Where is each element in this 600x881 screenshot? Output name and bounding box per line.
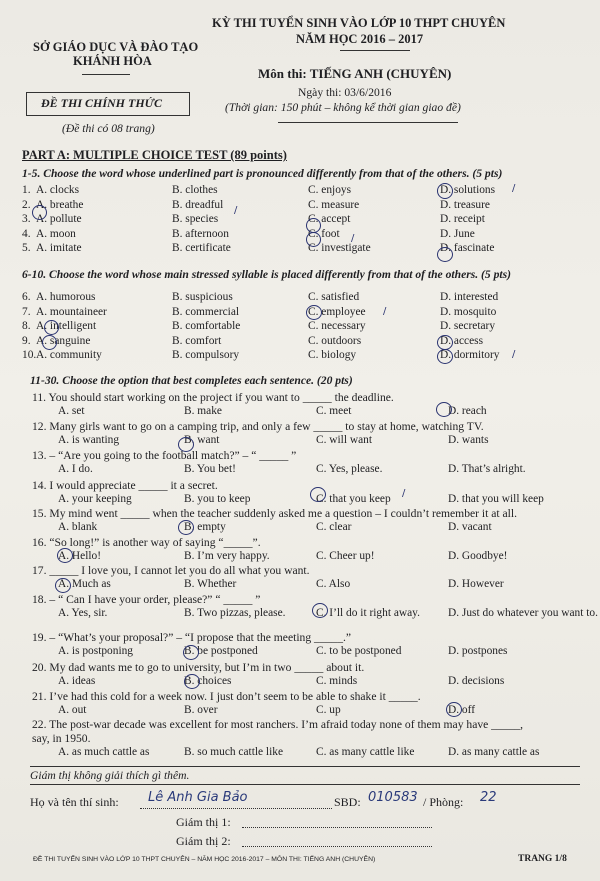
option-a: A. ideas <box>58 675 96 687</box>
option-c: C. outdoors <box>308 334 362 347</box>
question-number: 3. <box>22 213 31 225</box>
option-a: A. is postponing <box>58 645 133 657</box>
option-b: B. be postponed <box>184 645 258 657</box>
answer-circle <box>312 603 328 618</box>
option-b: B. I’m very happy. <box>184 550 270 562</box>
question-number: 2. <box>22 198 31 211</box>
option-c: C. foot <box>308 227 340 240</box>
question-stem: 11. You should start working on the project if you want to _____ the deadline. <box>32 391 394 404</box>
answer-circle <box>437 349 453 364</box>
check-mark-icon: / <box>234 205 238 216</box>
option-c: C. I’ll do it right away. <box>316 607 420 619</box>
option-a: A. mountaineer <box>36 305 107 318</box>
exam-date: Ngày thi: 03/6/2016 <box>298 86 392 99</box>
section-1-instruction: 1-5. Choose the word whose underlined part is pronounced differently from that of the others. (5 pts) <box>22 167 503 180</box>
option-b: B. compulsory <box>172 349 240 361</box>
option-b: B. choices <box>184 675 232 687</box>
option-c: C. satisfied <box>308 291 360 303</box>
sbd-value: 010583 <box>368 790 418 805</box>
question-stem: 15. My mind went _____ when the teacher suddenly asked me a question – I couldn’t remember it at all. <box>32 507 517 520</box>
answer-circle <box>42 335 57 350</box>
option-a: A. clocks <box>36 184 80 196</box>
answer-circle <box>436 402 452 417</box>
option-d: D. dormitory <box>440 349 500 361</box>
option-c: C. Yes, please. <box>316 463 383 475</box>
option-a: A. sanguine <box>36 334 91 347</box>
option-c: C. will want <box>316 434 373 446</box>
subject: Môn thi: TIẾNG ANH (CHUYÊN) <box>258 66 452 81</box>
option-a: A. is wanting <box>58 434 120 446</box>
part-a-title: PART A: MULTIPLE CHOICE TEST (89 points) <box>22 148 287 162</box>
option-a: A. moon <box>36 227 76 240</box>
option-a: A. Much as <box>58 578 111 590</box>
section-2-instruction: 6-10. Choose the word whose main stressed syllable is placed differently from that of the others. (5 pts) <box>22 268 511 281</box>
option-b: B. you to keep <box>184 493 251 505</box>
option-c: C. Cheer up! <box>316 550 375 562</box>
proctor-2-label: Giám thị 2: <box>176 834 231 848</box>
option-a: A. Yes, sir. <box>58 607 108 619</box>
answer-circle <box>437 183 453 199</box>
option-d: D. reach <box>448 405 487 417</box>
answer-circle <box>306 218 321 233</box>
option-c: C. minds <box>316 675 358 687</box>
option-d: D. Goodbye! <box>448 550 508 562</box>
check-mark-icon: / <box>351 233 355 244</box>
option-d: D. treasure <box>440 198 490 211</box>
proctor-1-line <box>242 827 432 828</box>
option-c: C. clear <box>316 521 352 533</box>
option-d: D. That’s alright. <box>448 463 526 475</box>
page-number: TRANG 1/8 <box>518 854 567 864</box>
option-a: A. intelligent <box>36 320 97 332</box>
question-number: 6. <box>22 291 31 303</box>
answer-circle <box>306 232 321 247</box>
option-a: A. set <box>58 405 85 417</box>
option-d: D. off <box>448 704 475 716</box>
option-d: D. as many cattle as <box>448 746 540 758</box>
question-number: 10. <box>22 349 37 361</box>
option-b: B. comfortable <box>172 320 241 332</box>
answer-circle <box>44 320 59 335</box>
option-a: A. imitate <box>36 242 82 254</box>
header-underline <box>82 74 130 75</box>
option-d: D. decisions <box>448 675 505 687</box>
proctor-2-line <box>242 846 432 847</box>
answer-circle <box>446 702 462 717</box>
option-c: C. meet <box>316 405 352 417</box>
option-d: D. Just do whatever you want to. <box>448 607 598 619</box>
pages-note: (Đề thi có 08 trang) <box>62 122 155 135</box>
footer-caption: ĐỀ THI TUYỂN SINH VÀO LỚP 10 THPT CHUYÊN – NĂM HỌC 2016-2017 – MÔN THI: TIẾNG ANH (CHUYÊN) <box>33 856 376 863</box>
answer-circle <box>310 487 326 502</box>
option-d: D. interested <box>440 291 499 303</box>
option-d: D. postpones <box>448 645 508 657</box>
option-b: B. empty <box>184 521 226 533</box>
question-stem: 14. I would appreciate _____ it a secret. <box>32 479 218 492</box>
province-name: KHÁNH HÒA <box>73 54 152 68</box>
option-d: D. mosquito <box>440 305 497 318</box>
option-b: B. afternoon <box>172 227 229 240</box>
option-b: B. Two pizzas, please. <box>184 607 286 619</box>
question-stem: 18. – “ Can I have your order, please?” “ _____ ” <box>32 593 261 606</box>
option-b: B. clothes <box>172 184 218 196</box>
option-a: A. as much cattle as <box>58 746 150 758</box>
option-c: C. employee <box>308 305 366 318</box>
option-d: D. wants <box>448 434 489 446</box>
question-stem: 12. Many girls want to go on a camping trip, and only a few _____ to stay at home, watching TV. <box>32 420 484 433</box>
room-value: 22 <box>480 790 497 805</box>
option-a: A. blank <box>58 521 98 533</box>
option-c: C. accept <box>308 213 351 225</box>
option-d: D. June <box>440 227 475 240</box>
option-c: C. biology <box>308 349 357 361</box>
question-number: 8. <box>22 320 31 332</box>
option-c: C. to be postponed <box>316 645 402 657</box>
official-label: ĐỀ THI CHÍNH THỨC <box>41 96 162 110</box>
option-c: C. investigate <box>308 242 371 254</box>
question-stem: 20. My dad wants me to go to university, but I’m in two _____ about it. <box>32 661 365 674</box>
option-b: B. want <box>184 434 220 446</box>
question-stem-continued: say, in 1950. <box>32 732 91 745</box>
proctor-note: Giám thị không giải thích gì thêm. <box>30 769 190 782</box>
option-c: C. Also <box>316 578 351 590</box>
option-d: D. solutions <box>440 184 496 196</box>
option-d: D. However <box>448 578 504 590</box>
option-b: B. over <box>184 704 218 716</box>
option-c: C. as many cattle like <box>316 746 415 758</box>
option-a: A. out <box>58 704 87 716</box>
answer-circle <box>55 578 71 593</box>
footer-rule-2 <box>30 784 580 785</box>
option-b: B. certificate <box>172 242 231 254</box>
option-a: A. pollute <box>36 213 82 225</box>
option-c: C. up <box>316 704 341 716</box>
exam-title: KỲ THI TUYỂN SINH VÀO LỚP 10 THPT CHUYÊN <box>212 16 506 30</box>
question-number: 5. <box>22 242 31 254</box>
option-a: A. breathe <box>36 198 84 211</box>
option-b: B. comfort <box>172 334 222 347</box>
answer-circle <box>437 335 453 350</box>
option-a: A. humorous <box>36 291 96 303</box>
question-stem: 21. I’ve had this cold for a week now. I just don’t seem to be able to shake it _____. <box>32 690 421 703</box>
question-number: 9. <box>22 334 31 347</box>
answer-circle <box>178 520 194 535</box>
option-d: D. fascinate <box>440 242 495 254</box>
check-mark-icon: / <box>512 349 516 360</box>
candidate-label: Họ và tên thí sinh: <box>30 795 119 809</box>
option-d: D. receipt <box>440 213 485 225</box>
option-a: A. your keeping <box>58 493 132 505</box>
answer-circle <box>32 205 47 220</box>
option-b: B. Whether <box>184 578 237 590</box>
option-b: B. make <box>184 405 222 417</box>
duration-underline <box>278 122 458 123</box>
question-stem: 13. – “Are you going to the football match?” – “ _____ ” <box>32 449 297 462</box>
official-exam-box <box>26 92 190 116</box>
answer-circle <box>437 247 453 262</box>
title-underline <box>340 50 410 51</box>
answer-circle <box>183 645 199 660</box>
question-stem: 22. The post-war decade was excellent for most ranchers. I’m afraid today none of them may have _____, <box>32 718 524 731</box>
option-c: C. that you keep <box>316 493 391 505</box>
option-a: A. Hello! <box>58 550 102 562</box>
option-b: B. suspicious <box>172 291 233 303</box>
option-b: B. so much cattle like <box>184 746 284 758</box>
option-c: C. necessary <box>308 320 366 332</box>
check-mark-icon: / <box>402 488 406 499</box>
footer-rule <box>30 766 580 767</box>
answer-circle <box>57 548 73 563</box>
answer-circle <box>184 674 200 689</box>
option-d: D. secretary <box>440 320 496 332</box>
candidate-name: Lê Anh Gia Bảo <box>148 790 248 805</box>
option-c: C. measure <box>308 198 360 211</box>
check-mark-icon: / <box>383 306 387 317</box>
sbd-label: SBD: <box>334 795 361 809</box>
option-d: D. that you will keep <box>448 493 544 505</box>
check-mark-icon: / <box>512 183 516 194</box>
question-number: 1. <box>22 184 31 196</box>
room-label: / Phòng: <box>423 795 464 809</box>
option-d: D. access <box>440 334 484 347</box>
option-b: B. commercial <box>172 305 240 318</box>
option-d: D. vacant <box>448 521 492 533</box>
answer-circle <box>306 305 322 320</box>
option-b: B. species <box>172 213 219 225</box>
question-number: 4. <box>22 227 31 240</box>
department-name: SỞ GIÁO DỤC VÀ ĐÀO TẠO <box>33 40 199 54</box>
section-3-instruction: 11-30. Choose the option that best completes each sentence. (20 pts) <box>30 374 353 387</box>
option-b: B. You bet! <box>184 463 236 475</box>
school-year: NĂM HỌC 2016 – 2017 <box>296 32 424 46</box>
question-number: 7. <box>22 305 31 318</box>
proctor-1-label: Giám thị 1: <box>176 815 231 829</box>
question-stem: 17. _____ I love you, I cannot let you do all what you want. <box>32 564 310 577</box>
answer-circle <box>178 437 194 452</box>
option-a: A. I do. <box>58 463 93 475</box>
option-a: A. community <box>36 349 102 361</box>
exam-duration: (Thời gian: 150 phút – không kể thời gian giao đề) <box>225 101 461 114</box>
option-b: B. dreadful <box>172 198 224 211</box>
question-stem: 19. – “What’s your proposal?” – “I propose that the meeting _____.” <box>32 631 352 644</box>
question-stem: 16. “So long!” is another way of saying “_____”. <box>32 536 261 549</box>
option-c: C. enjoys <box>308 184 352 196</box>
candidate-line <box>140 808 332 809</box>
